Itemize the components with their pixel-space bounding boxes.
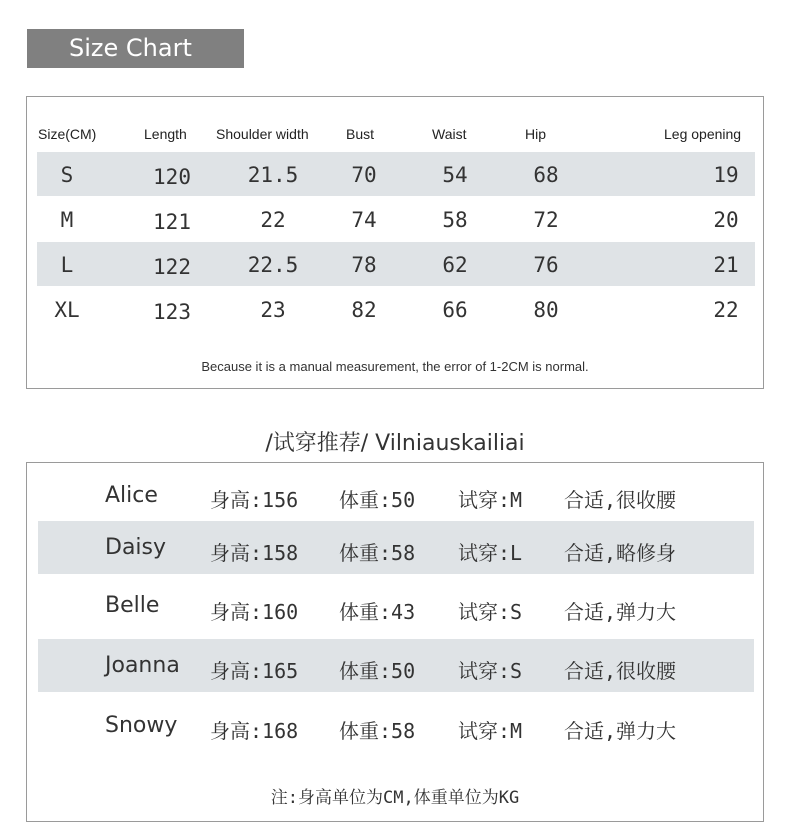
model-comment: 合适,很收腰 xyxy=(564,659,677,683)
unit-footnote: 注:身高单位为CM,体重单位为KG xyxy=(270,788,520,808)
header-length: Length xyxy=(144,126,187,142)
cell-leg-opening: 19 xyxy=(713,163,739,187)
cell-size: S xyxy=(60,163,74,187)
size-chart-title: Size Chart xyxy=(27,29,244,68)
cell-leg-opening: 20 xyxy=(713,208,739,232)
model-name: Alice xyxy=(105,483,158,508)
header-bust: Bust xyxy=(346,126,375,142)
model-height: 身高:160 xyxy=(210,600,299,624)
measurement-note: Because it is a manual measurement, the error of 1-2CM is normal. xyxy=(201,359,589,374)
model-height: 身高:165 xyxy=(210,659,299,683)
cell-leg-opening: 21 xyxy=(713,253,739,277)
model-size: 试穿:L xyxy=(458,541,523,565)
cell-hip: 80 xyxy=(533,298,559,322)
model-name: Joanna xyxy=(105,653,180,678)
cell-bust: 78 xyxy=(351,253,377,277)
cell-hip: 76 xyxy=(533,253,559,277)
header-leg-opening: Leg opening xyxy=(664,126,742,142)
cell-shoulder: 23 xyxy=(260,298,286,322)
model-comment: 合适,很收腰 xyxy=(564,488,677,512)
model-height: 身高:156 xyxy=(210,488,299,512)
table-row-band xyxy=(37,242,755,286)
cell-length: 122 xyxy=(153,255,191,279)
try-on-title: /试穿推荐/ Vilniauskailiai xyxy=(265,431,525,456)
cell-shoulder: 21.5 xyxy=(247,163,299,187)
cell-hip: 72 xyxy=(533,208,559,232)
model-comment: 合适,弹力大 xyxy=(564,600,677,624)
cell-shoulder: 22.5 xyxy=(247,253,299,277)
model-weight: 体重:50 xyxy=(339,488,416,512)
model-height: 身高:158 xyxy=(210,541,299,565)
model-weight: 体重:50 xyxy=(339,659,416,683)
header-size: Size(CM) xyxy=(38,126,97,142)
model-weight: 体重:43 xyxy=(339,600,416,624)
model-size: 试穿:S xyxy=(458,659,523,683)
model-comment: 合适,弹力大 xyxy=(564,719,677,743)
header-shoulder-width: Shoulder width xyxy=(216,126,309,142)
model-name: Daisy xyxy=(105,535,167,560)
try-on-table xyxy=(26,462,764,822)
cell-length: 123 xyxy=(153,300,191,324)
cell-shoulder: 22 xyxy=(260,208,286,232)
cell-length: 120 xyxy=(153,165,191,189)
header-waist: Waist xyxy=(432,126,467,142)
cell-waist: 66 xyxy=(442,298,468,322)
model-height: 身高:168 xyxy=(210,719,299,743)
model-size: 试穿:M xyxy=(458,719,523,743)
cell-waist: 54 xyxy=(442,163,468,187)
model-size: 试穿:M xyxy=(458,488,523,512)
model-weight: 体重:58 xyxy=(339,541,416,565)
size-chart-table xyxy=(26,96,764,389)
cell-waist: 62 xyxy=(442,253,468,277)
cell-leg-opening: 22 xyxy=(713,298,739,322)
cell-bust: 82 xyxy=(351,298,377,322)
header-hip: Hip xyxy=(525,126,547,142)
model-comment: 合适,略修身 xyxy=(564,541,677,565)
model-size: 试穿:S xyxy=(458,600,523,624)
cell-bust: 70 xyxy=(351,163,377,187)
cell-hip: 68 xyxy=(533,163,559,187)
cell-length: 121 xyxy=(153,210,191,234)
model-name: Snowy xyxy=(105,713,178,738)
cell-waist: 58 xyxy=(442,208,468,232)
cell-size: M xyxy=(60,208,74,232)
cell-size: XL xyxy=(54,298,80,322)
table-row-band xyxy=(37,152,755,196)
model-name: Belle xyxy=(105,593,160,618)
model-weight: 体重:58 xyxy=(339,719,416,743)
cell-bust: 74 xyxy=(351,208,377,232)
cell-size: L xyxy=(60,253,74,277)
